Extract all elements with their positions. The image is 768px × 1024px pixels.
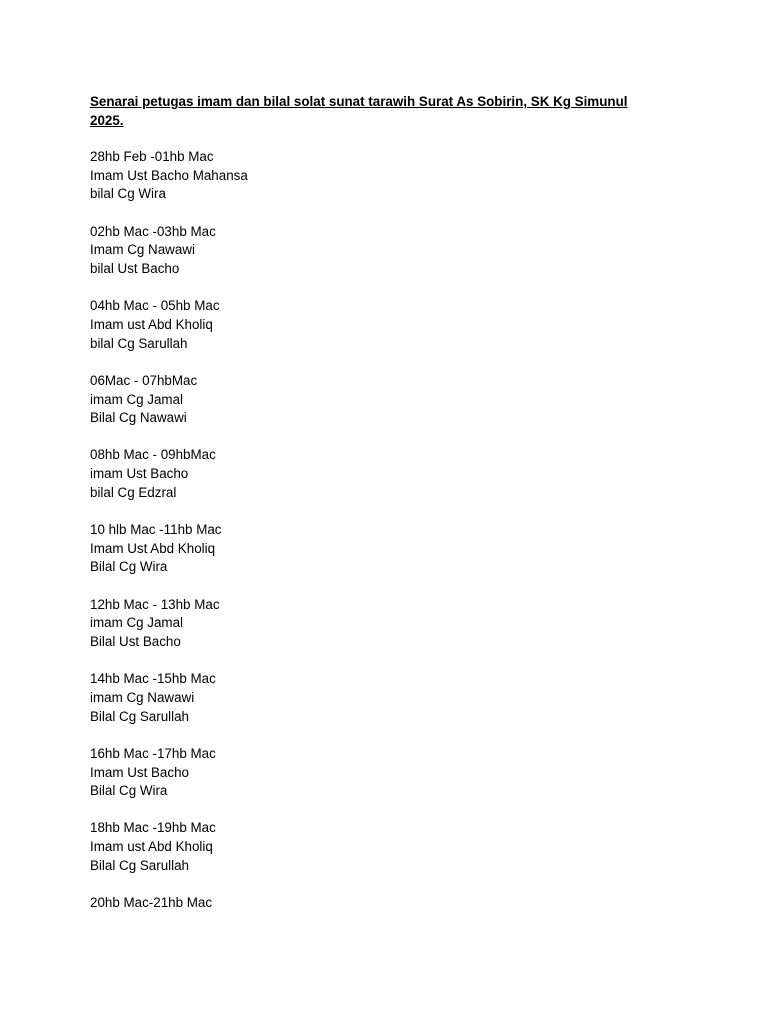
roster-entry	[90, 596, 690, 652]
document-title: Senarai petugas imam dan bilal solat sunat tarawih Surat As Sobirin, SK Kg Simunul 2025.	[90, 94, 628, 128]
roster-date-line: 14hb Mac -15hb Mac	[90, 671, 216, 687]
roster-entry	[90, 297, 690, 353]
roster-date-line: 12hb Mac - 13hb Mac	[90, 596, 220, 612]
roster-imam-line: imam Ust Bacho	[90, 466, 189, 482]
roster-entry	[90, 521, 690, 577]
roster-date-line: 04hb Mac - 05hb Mac	[90, 298, 220, 314]
roster-imam-line: imam Cg Jamal	[90, 391, 184, 407]
document-page	[90, 92, 690, 931]
roster-bilal-line: bilal Cg Sarullah	[90, 335, 188, 351]
roster-entry	[90, 670, 690, 726]
roster-date-line: 10 hlb Mac -11hb Mac	[90, 522, 222, 538]
roster-bilal-line: bilal Cg Edzral	[90, 484, 177, 500]
roster-bilal-line: bilal Cg Wira	[90, 186, 166, 202]
roster-entry	[90, 446, 690, 502]
roster-entry	[90, 745, 690, 801]
roster-bilal-line: Bilal Ust Bacho	[90, 634, 181, 650]
roster-date-line: 06Mac - 07hbMac	[90, 372, 198, 388]
roster-bilal-line: Bilal Cg Wira	[90, 559, 168, 575]
roster-date-line: 28hb Feb -01hb Mac	[90, 149, 214, 164]
roster-entry	[90, 148, 690, 204]
roster-bilal-line: Bilal Cg Sarullah	[90, 708, 189, 724]
roster-imam-line: Imam Ust Bacho	[90, 764, 189, 780]
roster-entry	[90, 819, 690, 875]
roster-bilal-line: Bilal Cg Nawawi	[90, 410, 187, 426]
roster-bilal-line: Bilal Cg Sarullah	[90, 857, 189, 873]
roster-date-line: 18hb Mac -19hb Mac	[90, 820, 216, 836]
roster-entry	[90, 223, 690, 279]
roster-bilal-line: bilal Ust Bacho	[90, 261, 180, 277]
roster-date-line: 08hb Mac - 09hbMac	[90, 447, 216, 463]
roster-imam-line: Imam Ust Abd Kholiq	[90, 540, 216, 556]
roster-entry	[90, 894, 690, 913]
roster-imam-line: Imam ust Abd Kholiq	[90, 316, 213, 332]
roster-entry	[90, 372, 690, 428]
roster-imam-line: Imam Ust Bacho Mahansa	[90, 167, 248, 183]
roster-imam-line: imam Cg Nawawi	[90, 689, 195, 705]
roster-date-line: 02hb Mac -03hb Mac	[90, 223, 216, 239]
roster-imam-line: imam Cg Jamal	[90, 615, 184, 631]
roster-imam-line: Imam ust Abd Kholiq	[90, 839, 213, 855]
duty-roster-list	[90, 148, 690, 913]
roster-date-line: 20hb Mac-21hb Mac	[90, 895, 213, 911]
roster-date-line: 16hb Mac -17hb Mac	[90, 745, 216, 761]
roster-imam-line: Imam Cg Nawawi	[90, 242, 195, 258]
roster-bilal-line: Bilal Cg Wira	[90, 783, 168, 799]
